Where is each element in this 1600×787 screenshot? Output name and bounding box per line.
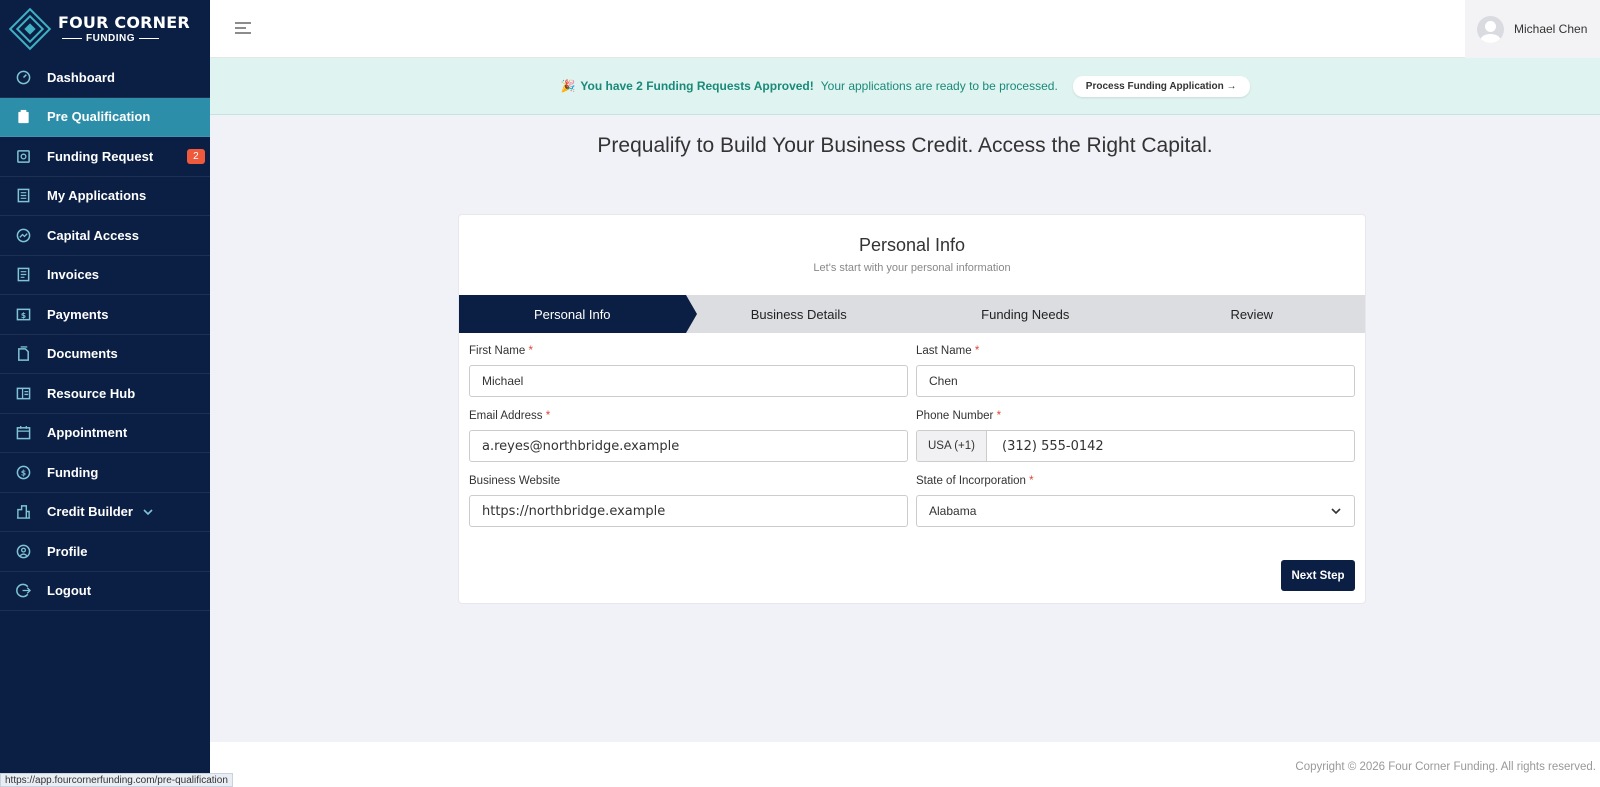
state-select[interactable] <box>916 495 1355 527</box>
website-input[interactable]: https://northbridge.example <box>469 495 908 527</box>
page-headline: Prequalify to Build Your Business Credit. Access the Right Capital. <box>597 134 1213 157</box>
step-funding-needs[interactable]: Funding Needs <box>981 306 1070 322</box>
user-circle-icon <box>16 544 31 559</box>
sidebar-nav <box>0 58 210 611</box>
sidebar-item-label: Dashboard <box>47 69 115 85</box>
sidebar-item-label: Capital Access <box>47 227 140 243</box>
logo-icon <box>8 7 52 51</box>
sidebar-item-label: Appointment <box>47 425 128 441</box>
sidebar-item-label: Funding Request <box>47 148 154 164</box>
sidebar-item-payments[interactable] <box>0 295 210 335</box>
top-bar <box>210 0 1600 58</box>
menu-toggle-icon[interactable] <box>234 20 252 36</box>
sidebar-item-profile[interactable] <box>0 532 210 572</box>
document-icon <box>16 346 31 361</box>
sidebar-item-resource-hub[interactable] <box>0 374 210 414</box>
prequal-form-card <box>458 214 1366 604</box>
user-name: Michael Chen <box>1514 22 1588 36</box>
wizard-steps <box>459 295 1365 333</box>
sidebar-item-label: Pre Qualification <box>47 109 151 125</box>
sidebar-item-funding[interactable] <box>0 453 210 493</box>
step-personal-info[interactable]: Personal Info <box>459 295 686 333</box>
sidebar-item-appointment[interactable] <box>0 414 210 454</box>
sidebar-item-label: My Applications <box>47 188 147 204</box>
search-doc-icon <box>16 149 31 164</box>
status-bar-url: https://app.fourcornerfunding.com/pre-qualification <box>0 773 233 787</box>
banner-title: You have 2 Funding Requests Approved! <box>580 79 814 93</box>
step-review[interactable]: Review <box>1230 306 1274 322</box>
chevron-down-icon <box>143 507 153 517</box>
sidebar <box>0 0 210 787</box>
website-label: Business Website <box>469 475 561 487</box>
list-icon <box>16 188 31 203</box>
phone-input[interactable]: (312) 555-0142 <box>1002 438 1104 454</box>
footer <box>210 742 1600 787</box>
dollar-icon <box>16 307 31 322</box>
card-subtitle: Let's start with your personal information <box>813 262 1011 274</box>
copyright-text: Copyright © 2026 Four Corner Funding. All rights reserved. <box>1295 761 1596 773</box>
country-code-select[interactable]: USA (+1) <box>917 431 987 461</box>
sidebar-item-logout[interactable] <box>0 572 210 612</box>
avatar <box>1477 16 1504 43</box>
step-business-details[interactable]: Business Details <box>750 306 847 322</box>
sidebar-item-my-applications[interactable] <box>0 177 210 217</box>
approval-banner <box>210 58 1600 115</box>
sidebar-item-dashboard[interactable] <box>0 58 210 98</box>
chart-circle-icon <box>16 228 31 243</box>
brand-logo[interactable] <box>0 0 210 58</box>
sidebar-item-label: Logout <box>47 583 92 599</box>
user-menu[interactable] <box>1465 0 1600 58</box>
sidebar-item-label: Payments <box>47 306 109 322</box>
first-name-input[interactable]: Michael <box>469 365 908 397</box>
svg-text:$: $ <box>20 310 27 320</box>
sidebar-item-credit-builder[interactable] <box>0 493 210 533</box>
count-badge: 2 <box>187 149 205 164</box>
sidebar-item-invoices[interactable] <box>0 256 210 296</box>
brand-subname: FUNDING <box>86 32 136 44</box>
last-name-input[interactable]: Chen <box>916 365 1355 397</box>
chevron-down-icon <box>1330 505 1342 517</box>
sidebar-item-pre-qualification[interactable] <box>0 98 210 138</box>
sidebar-item-documents[interactable] <box>0 335 210 375</box>
email-label: Email Address * <box>469 410 551 422</box>
sidebar-item-label: Profile <box>47 543 88 559</box>
dashboard-icon <box>16 70 31 85</box>
brand-name: FOUR CORNER <box>58 12 190 32</box>
svg-text:$: $ <box>20 468 27 478</box>
sidebar-item-label: Invoices <box>47 267 100 283</box>
sidebar-item-label: Documents <box>47 346 118 362</box>
next-step-button[interactable]: Next Step <box>1281 560 1355 591</box>
first-name-label: First Name * <box>469 345 533 357</box>
calendar-icon <box>16 425 31 440</box>
invoice-icon <box>16 267 31 282</box>
process-funding-button[interactable]: Process Funding Application → <box>1073 76 1250 97</box>
building-icon <box>16 504 31 519</box>
sidebar-item-capital-access[interactable] <box>0 216 210 256</box>
state-selected-value: Alabama <box>929 504 977 518</box>
card-title: Personal Info <box>858 235 966 255</box>
logout-icon <box>16 583 31 598</box>
sidebar-item-label: Credit Builder <box>47 504 133 520</box>
coin-icon <box>16 465 31 480</box>
sidebar-item-label: Funding <box>47 464 99 480</box>
email-input[interactable]: a.reyes@northbridge.example <box>469 430 908 462</box>
book-icon <box>16 386 31 401</box>
phone-field <box>916 430 1355 462</box>
clipboard-icon <box>16 109 31 124</box>
state-label: State of Incorporation * <box>916 475 1034 487</box>
sidebar-item-funding-request[interactable] <box>0 137 210 177</box>
last-name-label: Last Name * <box>916 345 980 357</box>
phone-label: Phone Number * <box>916 410 1002 422</box>
party-icon: 🎉 <box>560 79 576 93</box>
banner-message: Your applications are ready to be processed. <box>820 79 1058 93</box>
personal-info-form <box>469 345 1355 537</box>
sidebar-item-label: Resource Hub <box>47 385 136 401</box>
